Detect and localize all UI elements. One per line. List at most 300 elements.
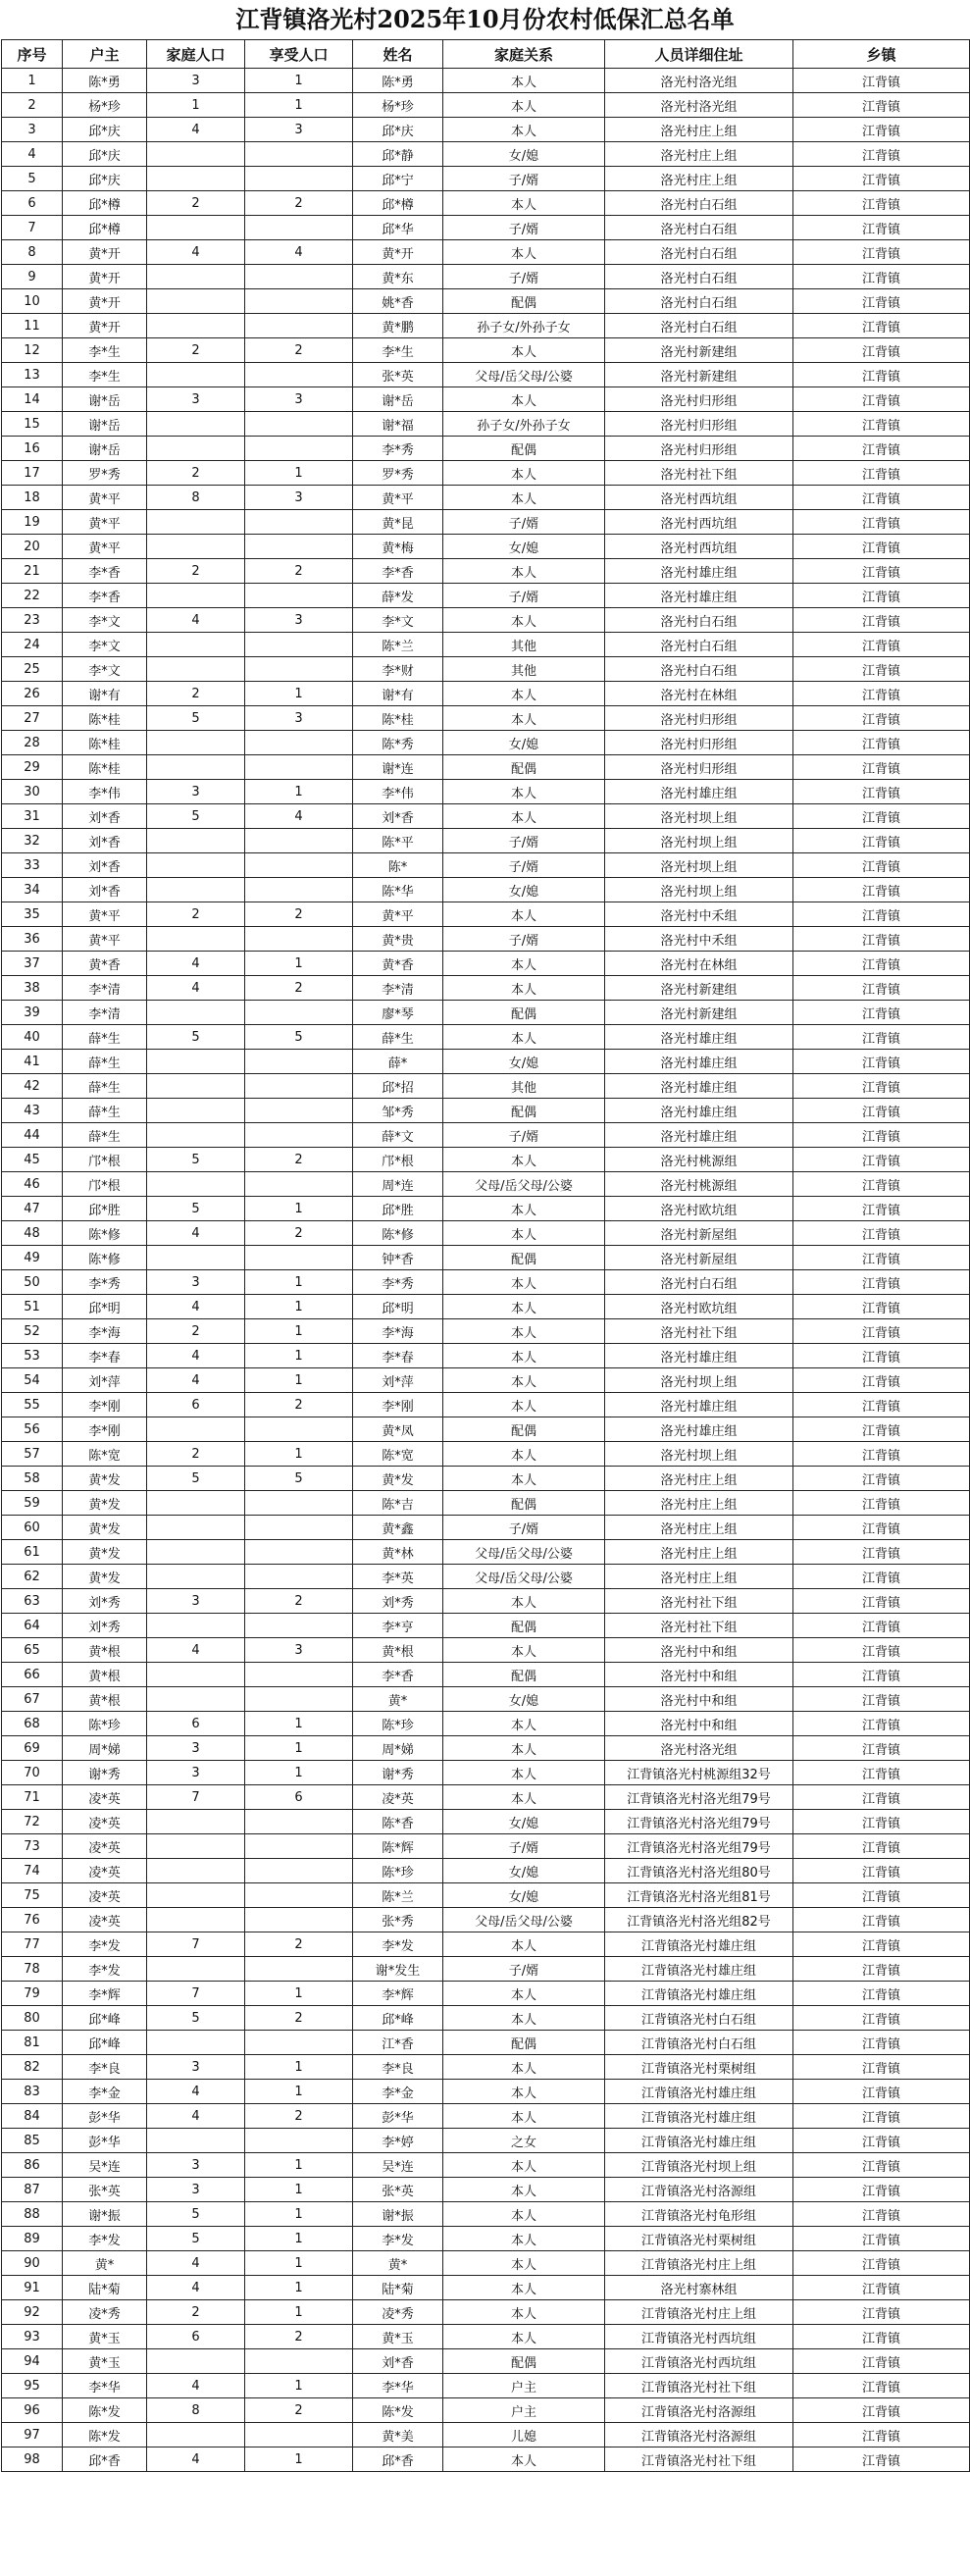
family-size-cell: [147, 1614, 245, 1638]
name-cell: 李*伟: [353, 780, 443, 804]
relationship-cell: 本人: [443, 1467, 605, 1491]
table-row: [2, 853, 970, 878]
table-row: [2, 338, 970, 363]
index-cell: 47: [2, 1197, 63, 1221]
household-head-cell: 陈*桂: [63, 706, 147, 731]
table-row: [2, 584, 970, 608]
beneficiaries-cell: 1: [245, 93, 353, 118]
town-cell: 江背镇: [793, 1074, 970, 1099]
name-cell: 黄*鑫: [353, 1516, 443, 1540]
beneficiaries-cell: [245, 142, 353, 167]
beneficiaries-cell: 4: [245, 240, 353, 265]
family-size-cell: [147, 1099, 245, 1123]
beneficiaries-cell: 1: [245, 2178, 353, 2202]
table-row: [2, 804, 970, 829]
index-cell: 81: [2, 2031, 63, 2055]
household-head-cell: 李*伟: [63, 780, 147, 804]
index-cell: 61: [2, 1540, 63, 1565]
table-row: [2, 1319, 970, 1344]
town-cell: 江背镇: [793, 1467, 970, 1491]
town-cell: 江背镇: [793, 1148, 970, 1172]
household-head-cell: 黄*香: [63, 952, 147, 976]
household-head-cell: 邱*庆: [63, 142, 147, 167]
relationship-cell: 女/媳: [443, 1050, 605, 1074]
town-cell: 江背镇: [793, 1982, 970, 2006]
index-cell: 93: [2, 2325, 63, 2349]
family-size-cell: 2: [147, 682, 245, 706]
family-size-cell: 4: [147, 118, 245, 142]
beneficiaries-cell: 1: [245, 69, 353, 93]
index-cell: 42: [2, 1074, 63, 1099]
name-cell: 李*香: [353, 559, 443, 584]
name-cell: 邝*根: [353, 1148, 443, 1172]
family-size-cell: [147, 1540, 245, 1565]
name-cell: 薛*: [353, 1050, 443, 1074]
table-row: [2, 2423, 970, 2447]
index-cell: 24: [2, 633, 63, 657]
index-cell: 10: [2, 289, 63, 314]
household-head-cell: 陈*修: [63, 1221, 147, 1246]
relationship-cell: 本人: [443, 2447, 605, 2472]
beneficiaries-cell: 1: [245, 2251, 353, 2276]
name-cell: 李*发: [353, 2227, 443, 2251]
name-cell: 谢*有: [353, 682, 443, 706]
name-cell: 陈*香: [353, 1810, 443, 1834]
table-row: [2, 608, 970, 633]
family-size-cell: 5: [147, 2227, 245, 2251]
name-cell: 陈*珍: [353, 1712, 443, 1736]
relationship-cell: 本人: [443, 2055, 605, 2080]
address-cell: 洛光村洛光组: [605, 69, 793, 93]
relationship-cell: 配偶: [443, 289, 605, 314]
household-head-cell: 黄*: [63, 2251, 147, 2276]
name-cell: 谢*岳: [353, 387, 443, 412]
beneficiaries-cell: 2: [245, 1221, 353, 1246]
table-row: [2, 2276, 970, 2300]
family-size-cell: 6: [147, 1393, 245, 1417]
name-cell: 李*秀: [353, 1270, 443, 1295]
town-cell: 江背镇: [793, 2349, 970, 2374]
index-cell: 40: [2, 1025, 63, 1050]
table-row: [2, 1417, 970, 1442]
index-cell: 92: [2, 2300, 63, 2325]
relationship-cell: 孙子女/外孙子女: [443, 314, 605, 338]
relationship-cell: 本人: [443, 2300, 605, 2325]
table-row: [2, 1491, 970, 1516]
table-row: [2, 1982, 970, 2006]
table-row: [2, 191, 970, 216]
town-cell: 江背镇: [793, 2104, 970, 2129]
family-size-cell: 8: [147, 486, 245, 510]
relationship-cell: 子/婿: [443, 853, 605, 878]
town-cell: 江背镇: [793, 1614, 970, 1638]
beneficiaries-cell: 1: [245, 682, 353, 706]
name-cell: 谢*振: [353, 2202, 443, 2227]
name-cell: 黄*发: [353, 1467, 443, 1491]
relationship-cell: 配偶: [443, 1246, 605, 1270]
relationship-cell: 配偶: [443, 2031, 605, 2055]
household-head-cell: 李*香: [63, 559, 147, 584]
name-cell: 邱*静: [353, 142, 443, 167]
town-cell: 江背镇: [793, 1712, 970, 1736]
relationship-cell: 本人: [443, 191, 605, 216]
index-cell: 68: [2, 1712, 63, 1736]
household-head-cell: 李*发: [63, 1932, 147, 1957]
address-cell: 洛光村西坑组: [605, 486, 793, 510]
town-cell: 江背镇: [793, 2300, 970, 2325]
beneficiaries-cell: [245, 1123, 353, 1148]
family-size-cell: 4: [147, 976, 245, 1001]
relationship-cell: 本人: [443, 1638, 605, 1663]
family-size-cell: [147, 657, 245, 682]
name-cell: 陈*勇: [353, 69, 443, 93]
family-size-cell: 5: [147, 804, 245, 829]
beneficiaries-cell: [245, 1491, 353, 1516]
family-size-cell: 5: [147, 2202, 245, 2227]
beneficiaries-cell: 2: [245, 1148, 353, 1172]
town-cell: 江背镇: [793, 878, 970, 902]
beneficiaries-cell: 2: [245, 2325, 353, 2349]
household-head-cell: 黄*平: [63, 510, 147, 535]
index-cell: 52: [2, 1319, 63, 1344]
town-cell: 江背镇: [793, 706, 970, 731]
town-cell: 江背镇: [793, 191, 970, 216]
relationship-cell: 配偶: [443, 1614, 605, 1638]
beneficiaries-cell: 4: [245, 804, 353, 829]
town-cell: 江背镇: [793, 1883, 970, 1908]
beneficiaries-cell: 2: [245, 1932, 353, 1957]
address-cell: 洛光村中禾组: [605, 927, 793, 952]
relationship-cell: 女/媳: [443, 142, 605, 167]
household-head-cell: 薛*生: [63, 1025, 147, 1050]
address-cell: 洛光村新建组: [605, 1001, 793, 1025]
name-cell: 周*连: [353, 1172, 443, 1197]
index-cell: 23: [2, 608, 63, 633]
family-size-cell: [147, 927, 245, 952]
index-cell: 3: [2, 118, 63, 142]
household-head-cell: 黄*开: [63, 314, 147, 338]
table-row: [2, 1001, 970, 1025]
household-head-cell: 杨*珍: [63, 93, 147, 118]
town-cell: 江背镇: [793, 1516, 970, 1540]
beneficiaries-cell: [245, 265, 353, 289]
household-head-cell: 李*金: [63, 2080, 147, 2104]
beneficiaries-cell: [245, 1516, 353, 1540]
table-row: [2, 952, 970, 976]
town-cell: 江背镇: [793, 289, 970, 314]
header-cell-beneficiaries: 享受人口: [245, 40, 353, 69]
family-size-cell: 4: [147, 1295, 245, 1319]
name-cell: 杨*珍: [353, 93, 443, 118]
address-cell: 洛光村归形组: [605, 387, 793, 412]
town-cell: 江背镇: [793, 2129, 970, 2153]
name-cell: 李*香: [353, 1663, 443, 1687]
household-head-cell: 薛*生: [63, 1099, 147, 1123]
index-cell: 87: [2, 2178, 63, 2202]
household-head-cell: 李*发: [63, 1957, 147, 1982]
index-cell: 77: [2, 1932, 63, 1957]
household-head-cell: 彭*华: [63, 2104, 147, 2129]
address-cell: 洛光村桃源组: [605, 1172, 793, 1197]
table-row: [2, 1957, 970, 1982]
address-cell: 洛光村白石组: [605, 633, 793, 657]
beneficiaries-cell: [245, 1050, 353, 1074]
relationship-cell: 儿媳: [443, 2423, 605, 2447]
index-cell: 15: [2, 412, 63, 437]
index-cell: 13: [2, 363, 63, 387]
beneficiaries-cell: 2: [245, 1393, 353, 1417]
beneficiaries-cell: 1: [245, 952, 353, 976]
index-cell: 12: [2, 338, 63, 363]
index-cell: 58: [2, 1467, 63, 1491]
table-row: [2, 1393, 970, 1417]
town-cell: 江背镇: [793, 755, 970, 780]
family-size-cell: [147, 363, 245, 387]
address-cell: 洛光村新屋组: [605, 1221, 793, 1246]
name-cell: 周*娣: [353, 1736, 443, 1761]
town-cell: 江背镇: [793, 780, 970, 804]
name-cell: 李*清: [353, 976, 443, 1001]
index-cell: 38: [2, 976, 63, 1001]
beneficiaries-cell: [245, 1810, 353, 1834]
household-head-cell: 谢*秀: [63, 1761, 147, 1785]
address-cell: 洛光村新建组: [605, 976, 793, 1001]
family-size-cell: [147, 1565, 245, 1589]
family-size-cell: [147, 1687, 245, 1712]
relationship-cell: 本人: [443, 338, 605, 363]
relationship-cell: 本人: [443, 902, 605, 927]
family-size-cell: 3: [147, 69, 245, 93]
table-row: [2, 2080, 970, 2104]
address-cell: 洛光村雄庄组: [605, 1393, 793, 1417]
family-size-cell: 5: [147, 2006, 245, 2031]
name-cell: 李*华: [353, 2374, 443, 2398]
address-cell: 洛光村雄庄组: [605, 1417, 793, 1442]
town-cell: 江背镇: [793, 829, 970, 853]
town-cell: 江背镇: [793, 1172, 970, 1197]
beneficiaries-cell: 1: [245, 1270, 353, 1295]
family-size-cell: [147, 314, 245, 338]
table-row: [2, 829, 970, 853]
address-cell: 洛光村新屋组: [605, 1246, 793, 1270]
family-size-cell: 3: [147, 387, 245, 412]
name-cell: 薛*发: [353, 584, 443, 608]
beneficiaries-cell: [245, 1074, 353, 1099]
town-cell: 江背镇: [793, 2178, 970, 2202]
household-head-cell: 邱*胜: [63, 1197, 147, 1221]
household-head-cell: 陈*发: [63, 2423, 147, 2447]
name-cell: 江*香: [353, 2031, 443, 2055]
index-cell: 1: [2, 69, 63, 93]
town-cell: 江背镇: [793, 2447, 970, 2472]
relationship-cell: 之女: [443, 2129, 605, 2153]
household-head-cell: 陈*修: [63, 1246, 147, 1270]
table-row: [2, 2153, 970, 2178]
household-head-cell: 黄*平: [63, 902, 147, 927]
address-cell: 江背镇洛光村庄上组: [605, 2251, 793, 2276]
household-head-cell: 邱*庆: [63, 167, 147, 191]
relationship-cell: 本人: [443, 559, 605, 584]
address-cell: 洛光村白石组: [605, 657, 793, 682]
household-head-cell: 李*文: [63, 608, 147, 633]
address-cell: 江背镇洛光村雄庄组: [605, 1932, 793, 1957]
beneficiaries-cell: 2: [245, 559, 353, 584]
family-size-cell: 2: [147, 338, 245, 363]
town-cell: 江背镇: [793, 1001, 970, 1025]
relationship-cell: 女/媳: [443, 731, 605, 755]
table-row: [2, 289, 970, 314]
address-cell: 洛光村西坑组: [605, 510, 793, 535]
address-cell: 江背镇洛光村洛光组79号: [605, 1785, 793, 1810]
relationship-cell: 子/婿: [443, 1834, 605, 1859]
table-row: [2, 1025, 970, 1050]
index-cell: 82: [2, 2055, 63, 2080]
family-size-cell: 3: [147, 1589, 245, 1614]
table-row: [2, 2104, 970, 2129]
beneficiaries-cell: [245, 412, 353, 437]
index-cell: 50: [2, 1270, 63, 1295]
address-cell: 洛光村社下组: [605, 1319, 793, 1344]
name-cell: 陆*菊: [353, 2276, 443, 2300]
family-size-cell: 4: [147, 952, 245, 976]
relationship-cell: 女/媳: [443, 1687, 605, 1712]
address-cell: 洛光村白石组: [605, 289, 793, 314]
relationship-cell: 本人: [443, 2251, 605, 2276]
town-cell: 江背镇: [793, 1810, 970, 1834]
name-cell: 薛*文: [353, 1123, 443, 1148]
town-cell: 江背镇: [793, 1540, 970, 1565]
address-cell: 洛光村洛光组: [605, 1736, 793, 1761]
family-size-cell: 5: [147, 1025, 245, 1050]
table-row: [2, 2251, 970, 2276]
table-row: [2, 314, 970, 338]
name-cell: 陈*平: [353, 829, 443, 853]
household-head-cell: 周*娣: [63, 1736, 147, 1761]
household-head-cell: 黄*发: [63, 1491, 147, 1516]
beneficiaries-cell: [245, 2031, 353, 2055]
address-cell: 江背镇洛光村雄庄组: [605, 1957, 793, 1982]
family-size-cell: [147, 289, 245, 314]
beneficiaries-cell: 1: [245, 1982, 353, 2006]
beneficiaries-cell: 2: [245, 2006, 353, 2031]
name-cell: 邱*华: [353, 216, 443, 240]
household-head-cell: 黄*平: [63, 927, 147, 952]
table-row: [2, 1810, 970, 1834]
town-cell: 江背镇: [793, 1834, 970, 1859]
address-cell: 洛光村白石组: [605, 216, 793, 240]
index-cell: 14: [2, 387, 63, 412]
table-row: [2, 1270, 970, 1295]
beneficiaries-cell: [245, 1687, 353, 1712]
index-cell: 76: [2, 1908, 63, 1932]
address-cell: 江背镇洛光村社下组: [605, 2374, 793, 2398]
name-cell: 李*发: [353, 1932, 443, 1957]
table-body: [2, 69, 970, 2472]
household-head-cell: 陈*桂: [63, 755, 147, 780]
relationship-cell: 本人: [443, 2276, 605, 2300]
address-cell: 洛光村雄庄组: [605, 1344, 793, 1368]
family-size-cell: [147, 142, 245, 167]
table-row: [2, 1859, 970, 1883]
table-row: [2, 2374, 970, 2398]
household-head-cell: 陆*菊: [63, 2276, 147, 2300]
relationship-cell: 女/媳: [443, 878, 605, 902]
household-head-cell: 邱*明: [63, 1295, 147, 1319]
household-head-cell: 薛*生: [63, 1050, 147, 1074]
beneficiaries-cell: [245, 731, 353, 755]
address-cell: 洛光村白石组: [605, 240, 793, 265]
index-cell: 5: [2, 167, 63, 191]
index-cell: 36: [2, 927, 63, 952]
family-size-cell: 8: [147, 2398, 245, 2423]
family-size-cell: [147, 1859, 245, 1883]
household-head-cell: 黄*平: [63, 535, 147, 559]
table-row: [2, 1932, 970, 1957]
town-cell: 江背镇: [793, 804, 970, 829]
family-size-cell: [147, 216, 245, 240]
household-head-cell: 李*海: [63, 1319, 147, 1344]
family-size-cell: 7: [147, 1982, 245, 2006]
relationship-cell: 本人: [443, 706, 605, 731]
town-cell: 江背镇: [793, 902, 970, 927]
name-cell: 黄*昆: [353, 510, 443, 535]
address-cell: 洛光村社下组: [605, 1614, 793, 1638]
table-row: [2, 1344, 970, 1368]
beneficiaries-cell: [245, 1614, 353, 1638]
relationship-cell: 子/婿: [443, 216, 605, 240]
household-head-cell: 李*清: [63, 1001, 147, 1025]
address-cell: 洛光村雄庄组: [605, 584, 793, 608]
town-cell: 江背镇: [793, 240, 970, 265]
address-cell: 洛光村中和组: [605, 1663, 793, 1687]
town-cell: 江背镇: [793, 2398, 970, 2423]
family-size-cell: 1: [147, 93, 245, 118]
beneficiaries-cell: 3: [245, 486, 353, 510]
table-row: [2, 2398, 970, 2423]
town-cell: 江背镇: [793, 2006, 970, 2031]
index-cell: 34: [2, 878, 63, 902]
town-cell: 江背镇: [793, 2276, 970, 2300]
table-row: [2, 167, 970, 191]
family-size-cell: 5: [147, 1197, 245, 1221]
name-cell: 黄*平: [353, 902, 443, 927]
header-cell-town: 乡镇: [793, 40, 970, 69]
address-cell: 洛光村寨林组: [605, 2276, 793, 2300]
town-cell: 江背镇: [793, 1785, 970, 1810]
town-cell: 江背镇: [793, 2374, 970, 2398]
table-row: [2, 216, 970, 240]
relationship-cell: 配偶: [443, 1417, 605, 1442]
family-size-cell: 3: [147, 2178, 245, 2202]
table-row: [2, 2006, 970, 2031]
town-cell: 江背镇: [793, 437, 970, 461]
relationship-cell: 子/婿: [443, 265, 605, 289]
table-row: [2, 2055, 970, 2080]
household-head-cell: 刘*香: [63, 804, 147, 829]
relationship-cell: 父母/岳父母/公婆: [443, 363, 605, 387]
town-cell: 江背镇: [793, 2423, 970, 2447]
header-cell-family-size: 家庭人口: [147, 40, 245, 69]
name-cell: 谢*福: [353, 412, 443, 437]
family-size-cell: [147, 535, 245, 559]
household-head-cell: 黄*发: [63, 1540, 147, 1565]
family-size-cell: [147, 510, 245, 535]
address-cell: 洛光村雄庄组: [605, 1123, 793, 1148]
table-row: [2, 1123, 970, 1148]
family-size-cell: 2: [147, 902, 245, 927]
beneficiaries-cell: [245, 1246, 353, 1270]
name-cell: 李*文: [353, 608, 443, 633]
